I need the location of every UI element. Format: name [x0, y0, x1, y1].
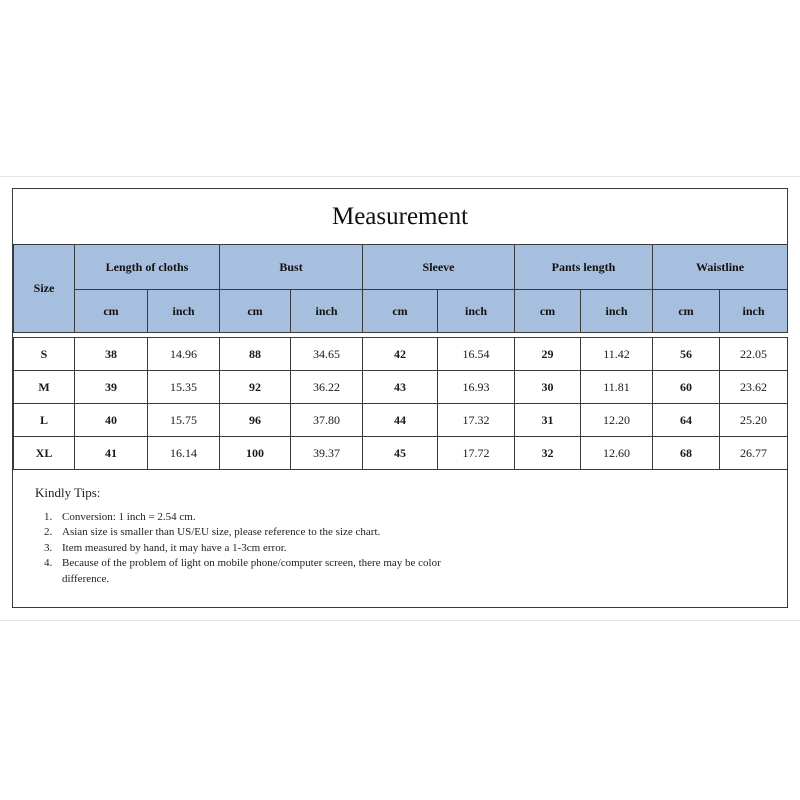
value-cell: 26.77	[720, 437, 788, 470]
top-divider	[0, 176, 800, 177]
unit-header: inch	[291, 290, 363, 333]
value-cell: 16.54	[438, 338, 515, 371]
value-cell: 60	[653, 371, 720, 404]
value-cell: 64	[653, 404, 720, 437]
table-row	[14, 437, 788, 470]
value-cell: 12.60	[581, 437, 653, 470]
unit-header: cm	[653, 290, 720, 333]
value-cell: 96	[220, 404, 291, 437]
tips-section	[35, 485, 775, 587]
group-header-waistline: Waistline	[653, 245, 788, 290]
value-cell: 32	[515, 437, 581, 470]
value-cell: 29	[515, 338, 581, 371]
value-cell: 25.20	[720, 404, 788, 437]
tips-list	[35, 510, 775, 588]
value-cell: 16.14	[148, 437, 220, 470]
size-cell: L	[14, 404, 75, 437]
value-cell: 17.72	[438, 437, 515, 470]
value-cell: 11.42	[581, 338, 653, 371]
value-cell: 42	[363, 338, 438, 371]
value-cell: 31	[515, 404, 581, 437]
value-cell: 100	[220, 437, 291, 470]
unit-header: cm	[515, 290, 581, 333]
page-title: Measurement	[13, 189, 787, 245]
tip-item: 4. Because of the problem of light on mobile phone/computer screen, there may be color difference.	[55, 556, 482, 587]
table-row	[14, 371, 788, 404]
value-cell: 15.75	[148, 404, 220, 437]
group-header-pants-length: Pants length	[515, 245, 653, 290]
value-cell: 34.65	[291, 338, 363, 371]
tip-item: 2. Asian size is smaller than US/EU size, please reference to the size chart.	[55, 525, 775, 541]
value-cell: 38	[75, 338, 148, 371]
value-cell: 17.32	[438, 404, 515, 437]
value-cell: 30	[515, 371, 581, 404]
size-cell: S	[14, 338, 75, 371]
size-table	[13, 244, 788, 470]
measurement-sheet	[12, 188, 788, 608]
value-cell: 15.35	[148, 371, 220, 404]
value-cell: 56	[653, 338, 720, 371]
value-cell: 37.80	[291, 404, 363, 437]
value-cell: 40	[75, 404, 148, 437]
unit-header: cm	[220, 290, 291, 333]
tip-item: 3. Item measured by hand, it may have a 1-3cm error.	[55, 541, 775, 557]
unit-header: inch	[438, 290, 515, 333]
value-cell: 16.93	[438, 371, 515, 404]
size-cell: XL	[14, 437, 75, 470]
table-row	[14, 338, 788, 371]
group-header-length: Length of cloths	[75, 245, 220, 290]
value-cell: 14.96	[148, 338, 220, 371]
value-cell: 22.05	[720, 338, 788, 371]
size-cell: M	[14, 371, 75, 404]
table-row	[14, 404, 788, 437]
bottom-divider	[0, 620, 800, 621]
value-cell: 88	[220, 338, 291, 371]
value-cell: 23.62	[720, 371, 788, 404]
group-header-bust: Bust	[220, 245, 363, 290]
value-cell: 36.22	[291, 371, 363, 404]
value-cell: 44	[363, 404, 438, 437]
group-header-sleeve: Sleeve	[363, 245, 515, 290]
unit-header: cm	[363, 290, 438, 333]
value-cell: 92	[220, 371, 291, 404]
value-cell: 39	[75, 371, 148, 404]
unit-header: inch	[148, 290, 220, 333]
value-cell: 39.37	[291, 437, 363, 470]
size-column-header: Size	[14, 245, 75, 333]
value-cell: 43	[363, 371, 438, 404]
value-cell: 11.81	[581, 371, 653, 404]
value-cell: 45	[363, 437, 438, 470]
unit-header: cm	[75, 290, 148, 333]
tip-item: 1. Conversion: 1 inch = 2.54 cm.	[55, 510, 775, 526]
unit-header: inch	[581, 290, 653, 333]
tips-title: Kindly Tips:	[35, 485, 101, 500]
unit-header: inch	[720, 290, 788, 333]
value-cell: 41	[75, 437, 148, 470]
value-cell: 68	[653, 437, 720, 470]
value-cell: 12.20	[581, 404, 653, 437]
